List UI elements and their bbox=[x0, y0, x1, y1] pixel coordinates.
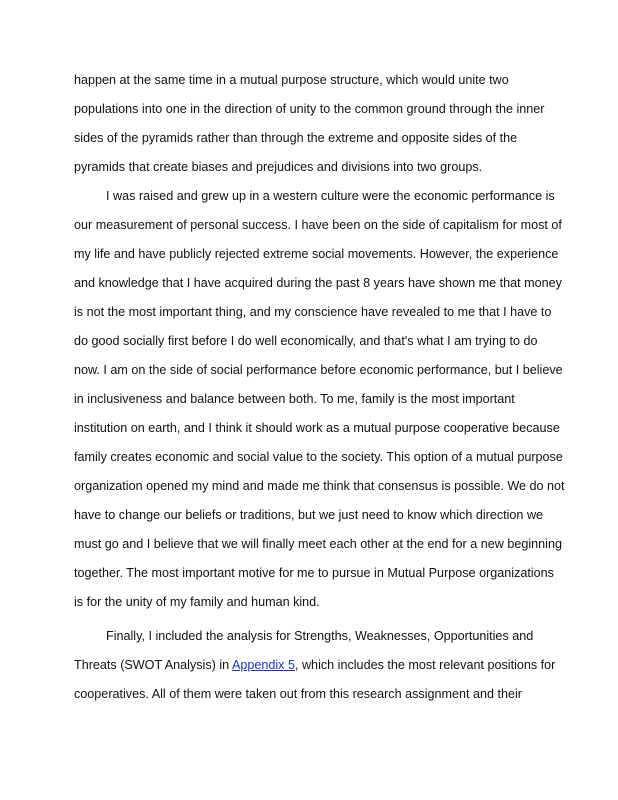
paragraph-2-line: organization opened my mind and made me think that consensus is possible. We do not bbox=[74, 479, 565, 493]
paragraph-2-line: in inclusiveness and balance between both. To me, family is the most important bbox=[74, 392, 515, 406]
paragraph-2-line: have to change our beliefs or traditions, but we just need to know which direction we bbox=[74, 508, 544, 522]
paragraph-2-line: family creates economic and social value to the society. This option of a mutual purpose bbox=[74, 450, 563, 464]
paragraph-2-line: our measurement of personal success. I have been on the side of capitalism for most of bbox=[74, 218, 562, 232]
paragraph-3-line bbox=[74, 657, 555, 673]
paragraph-3-text: Threats (SWOT Analysis) in bbox=[74, 658, 232, 672]
paragraph-2-line: is for the unity of my family and human kind. bbox=[74, 595, 320, 609]
paragraph-2-line: must go and I believe that we will finally meet each other at the end for a new beginning bbox=[74, 537, 562, 551]
paragraph-3-text: , which includes the most relevant positions for bbox=[294, 658, 556, 672]
paragraph-1-line: pyramids that create biases and prejudices and divisions into two groups. bbox=[74, 160, 483, 174]
paragraph-1-line: populations into one in the direction of unity to the common ground through the inner bbox=[74, 102, 545, 116]
paragraph-2-line: together. The most important motive for me to pursue in Mutual Purpose organizations bbox=[74, 566, 554, 580]
paragraph-2-line: do good socially first before I do well economically, and that's what I am trying to do bbox=[74, 334, 538, 348]
paragraph-2-line: is not the most important thing, and my conscience have revealed to me that I have to bbox=[74, 305, 552, 319]
paragraph-2-line: institution on earth, and I think it should work as a mutual purpose cooperative because bbox=[74, 421, 560, 435]
paragraph-3-line: cooperatives. All of them were taken out from this research assignment and their bbox=[74, 687, 523, 701]
paragraph-2-line: and knowledge that I have acquired during the past 8 years have shown me that money bbox=[74, 276, 562, 290]
paragraph-2-line: my life and have publicly rejected extreme social movements. However, the experience bbox=[74, 247, 559, 261]
paragraph-1-line: sides of the pyramids rather than through the extreme and opposite sides of the bbox=[74, 131, 518, 145]
appendix-5-link[interactable]: Appendix 5 bbox=[231, 658, 295, 672]
paragraph-1-line: happen at the same time in a mutual purpose structure, which would unite two bbox=[74, 73, 509, 87]
paragraph-3-line: Finally, I included the analysis for Strengths, Weaknesses, Opportunities and bbox=[106, 629, 534, 643]
paragraph-2-line: now. I am on the side of social performance before economic performance, but I believe bbox=[74, 363, 563, 377]
paragraph-2-line: I was raised and grew up in a western culture were the economic performance is bbox=[106, 189, 555, 203]
